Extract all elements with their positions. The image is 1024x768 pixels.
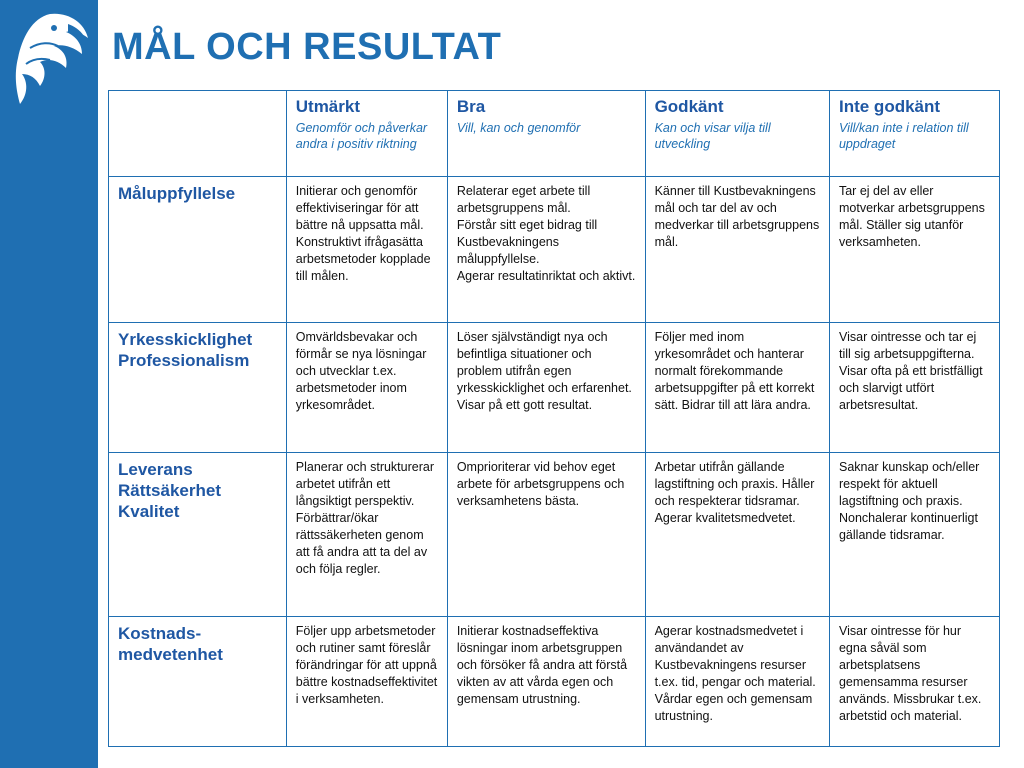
- table-cell: Saknar kunskap och/eller respekt för aktuell lagstiftning och praxis. Nonchalerar kontinuerligt gällande tidsramar.: [829, 453, 999, 617]
- column-subtitle: Vill, kan och genomför: [456, 121, 581, 135]
- column-header-inte-godkant: [829, 91, 999, 177]
- column-title: Utmärkt: [295, 97, 360, 116]
- table-cell: Initierar och genomför effektiviseringar för att bättre nå uppsatta mål. Konstruktivt ifrågasätta arbetsmetoder kopplade till målen.: [286, 177, 447, 323]
- row-label-kostnadsmedvetenhet: Kostnads- medvetenhet: [109, 617, 287, 747]
- table-cell: Agerar kostnadsmedvetet i användandet av Kustbevakningens resurser t.ex. tid, pengar och material. Vårdar egen och gemensam utrustning.: [645, 617, 829, 747]
- column-subtitle: Genomför och påverkar andra i positiv riktning: [295, 121, 428, 151]
- table-cell: Visar ointresse för hur egna såväl som arbetsplatsens gemensamma resurser används. Missbrukar t.ex. arbetstid och material.: [829, 617, 999, 747]
- table-cell: Arbetar utifrån gällande lagstiftning och praxis. Håller och respekterar tidsramar. Agerar kvalitetsmedvetet.: [645, 453, 829, 617]
- row-label-leverans: Leverans Rättsäkerhet Kvalitet: [109, 453, 287, 617]
- table-cell: Planerar och strukturerar arbetet utifrån ett långsiktigt perspektiv. Förbättrar/ökar rättssäkerheten genom att få andra att ta del av och följa regler.: [286, 453, 447, 617]
- table-cell: Löser självständigt nya och befintliga situationer och problem utifrån egen yrkesskicklighet och erfarenhet. Visar på ett gott resultat.: [447, 323, 645, 453]
- table-row: [109, 177, 1000, 323]
- page-title: MÅL OCH RESULTAT: [112, 26, 502, 68]
- table-cell: Initierar kostnadseffektiva lösningar inom arbetsgruppen och försöker få andra att förstå vikten av att vårda egen och gemensam utrustning.: [447, 617, 645, 747]
- column-header-bra: [447, 91, 645, 177]
- table-cell: Visar ointresse och tar ej till sig arbetsuppgifterna. Visar ofta på ett bristfälligt och slarvigt utfört arbetsresultat.: [829, 323, 999, 453]
- column-header-godkant: [645, 91, 829, 177]
- table-cell: Känner till Kustbevakningens mål och tar del av och medverkar till arbetsgruppens mål.: [645, 177, 829, 323]
- table-cell: Omvärldsbevakar och förmår se nya lösningar och utvecklar t.ex. arbetsmetoder inom yrkesområdet.: [286, 323, 447, 453]
- table-row: [109, 323, 1000, 453]
- column-title: Godkänt: [654, 97, 724, 116]
- table-row: [109, 617, 1000, 747]
- column-subtitle: Kan och visar vilja till utveckling: [654, 121, 771, 151]
- column-title: Bra: [456, 97, 486, 116]
- table-cell: Omprioriterar vid behov eget arbete för arbetsgruppens och verksamhetens bästa.: [447, 453, 645, 617]
- table-cell: Relaterar eget arbete till arbetsgruppens mål. Förstår sitt eget bidrag till Kustbevakningens måluppfyllelse. Agerar resultatinriktat och aktivt.: [447, 177, 645, 323]
- side-band: [0, 0, 98, 768]
- column-title: Inte godkänt: [838, 97, 941, 116]
- evaluation-table: [108, 90, 1000, 747]
- column-header-utmarkt: [286, 91, 447, 177]
- row-label-yrkesskicklighet: Yrkesskicklighet Professionalism: [109, 323, 287, 453]
- row-label-maluppfyllelse: Måluppfyllelse: [109, 177, 287, 323]
- column-subtitle: Vill/kan inte i relation till uppdraget: [838, 121, 969, 151]
- table-header-row: [109, 91, 1000, 177]
- table-cell: Tar ej del av eller motverkar arbetsgruppens mål. Ställer sig utanför verksamheten.: [829, 177, 999, 323]
- table-cell: Följer med inom yrkesområdet och hanterar normalt förekommande arbetsuppgifter på ett korrekt sätt. Bidrar till att lära andra.: [645, 323, 829, 453]
- corner-cell: [109, 91, 287, 177]
- table-row: [109, 453, 1000, 617]
- eagle-head-icon: [10, 8, 90, 118]
- table-cell: Följer upp arbetsmetoder och rutiner samt föreslår förändringar för att uppnå bättre kostnadseffektivitet i verksamheten.: [286, 617, 447, 747]
